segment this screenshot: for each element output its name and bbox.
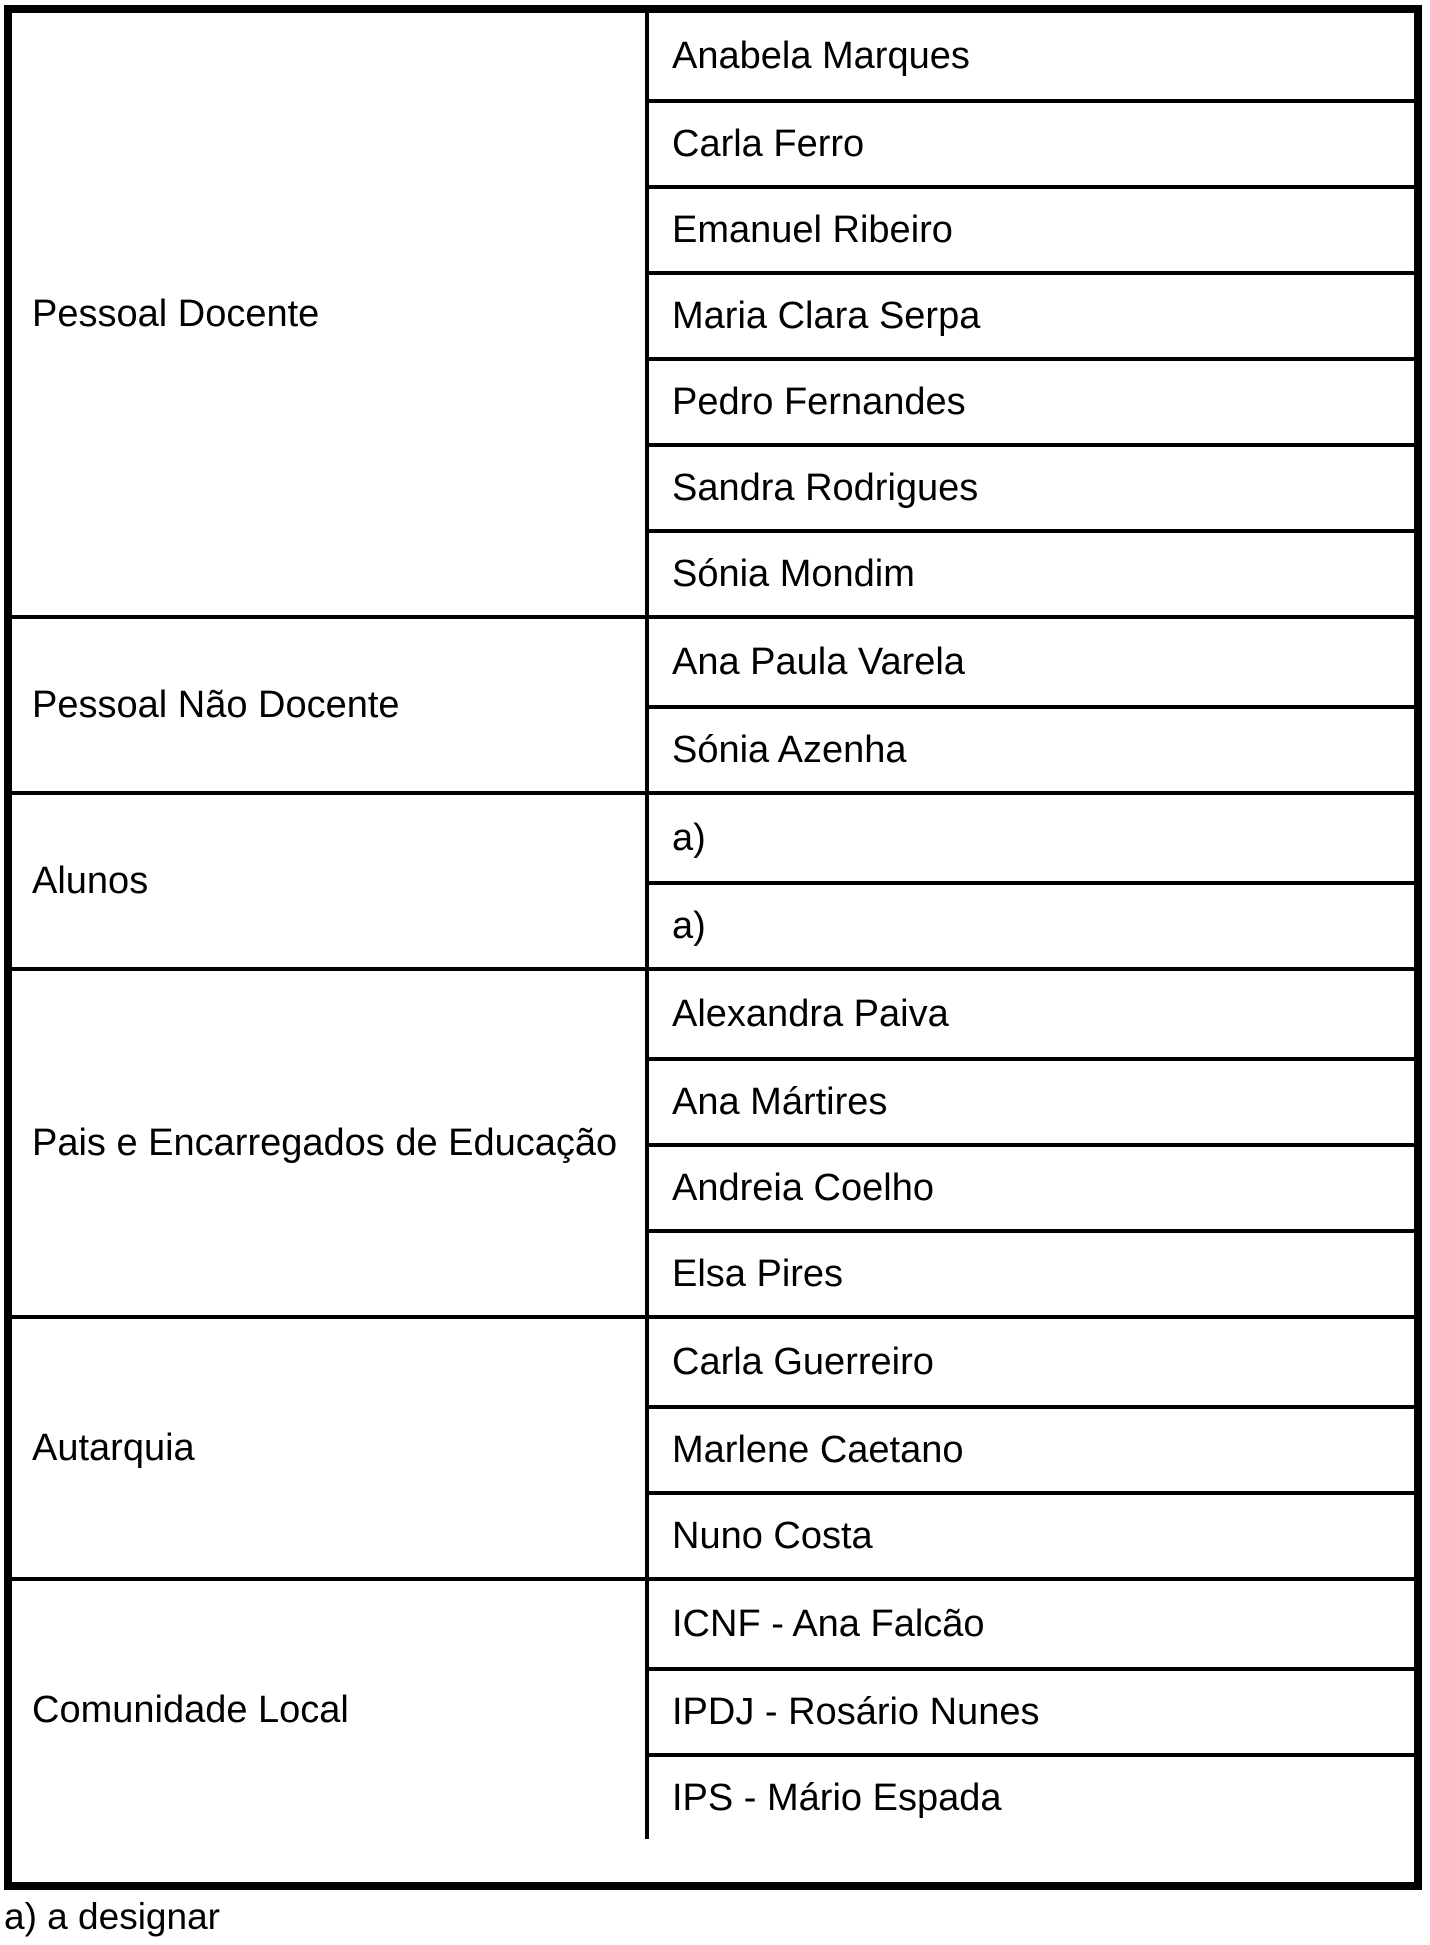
representatives-table <box>4 5 1422 1890</box>
member-cell: Anabela Marques <box>672 34 970 77</box>
member-list <box>649 1581 1414 1839</box>
group-pessoal-docente <box>12 13 1414 615</box>
member-cell: Carla Ferro <box>649 99 1414 185</box>
member-cell: a) <box>672 816 706 859</box>
category-label: Pessoal Docente <box>12 13 649 615</box>
member-cell: Alexandra Paiva <box>672 992 949 1035</box>
member-cell: Emanuel Ribeiro <box>649 185 1414 271</box>
member-cell: Carla Guerreiro <box>672 1340 934 1383</box>
member-list <box>649 619 1414 791</box>
member-cell: Marlene Caetano <box>649 1405 1414 1491</box>
category-label: Alunos <box>12 795 649 967</box>
group-pais-encarregados <box>12 967 1414 1315</box>
member-cell: Sandra Rodrigues <box>649 443 1414 529</box>
member-cell: Maria Clara Serpa <box>649 271 1414 357</box>
member-cell: IPS - Mário Espada <box>649 1753 1414 1839</box>
category-label: Pessoal Não Docente <box>12 619 649 791</box>
member-cell: Nuno Costa <box>649 1491 1414 1577</box>
member-cell: Andreia Coelho <box>649 1143 1414 1229</box>
member-cell: Sónia Azenha <box>649 705 1414 791</box>
member-cell: Sónia Mondim <box>649 529 1414 615</box>
member-cell: a) <box>649 881 1414 967</box>
footnote: a) a designar <box>4 1896 220 1937</box>
member-list <box>649 795 1414 967</box>
group-comunidade-local <box>12 1577 1414 1839</box>
group-pessoal-nao-docente <box>12 615 1414 791</box>
member-cell: IPDJ - Rosário Nunes <box>649 1667 1414 1753</box>
member-cell: ICNF - Ana Falcão <box>672 1602 985 1645</box>
group-alunos <box>12 791 1414 967</box>
category-label: Pais e Encarregados de Educação <box>12 971 649 1315</box>
member-cell: Ana Mártires <box>649 1057 1414 1143</box>
member-list <box>649 13 1414 615</box>
member-cell: Ana Paula Varela <box>672 640 965 683</box>
group-autarquia <box>12 1315 1414 1577</box>
member-list <box>649 1319 1414 1577</box>
member-cell: Pedro Fernandes <box>649 357 1414 443</box>
member-list <box>649 971 1414 1315</box>
member-cell: Elsa Pires <box>649 1229 1414 1315</box>
category-label: Autarquia <box>12 1319 649 1577</box>
category-label: Comunidade Local <box>12 1581 649 1839</box>
